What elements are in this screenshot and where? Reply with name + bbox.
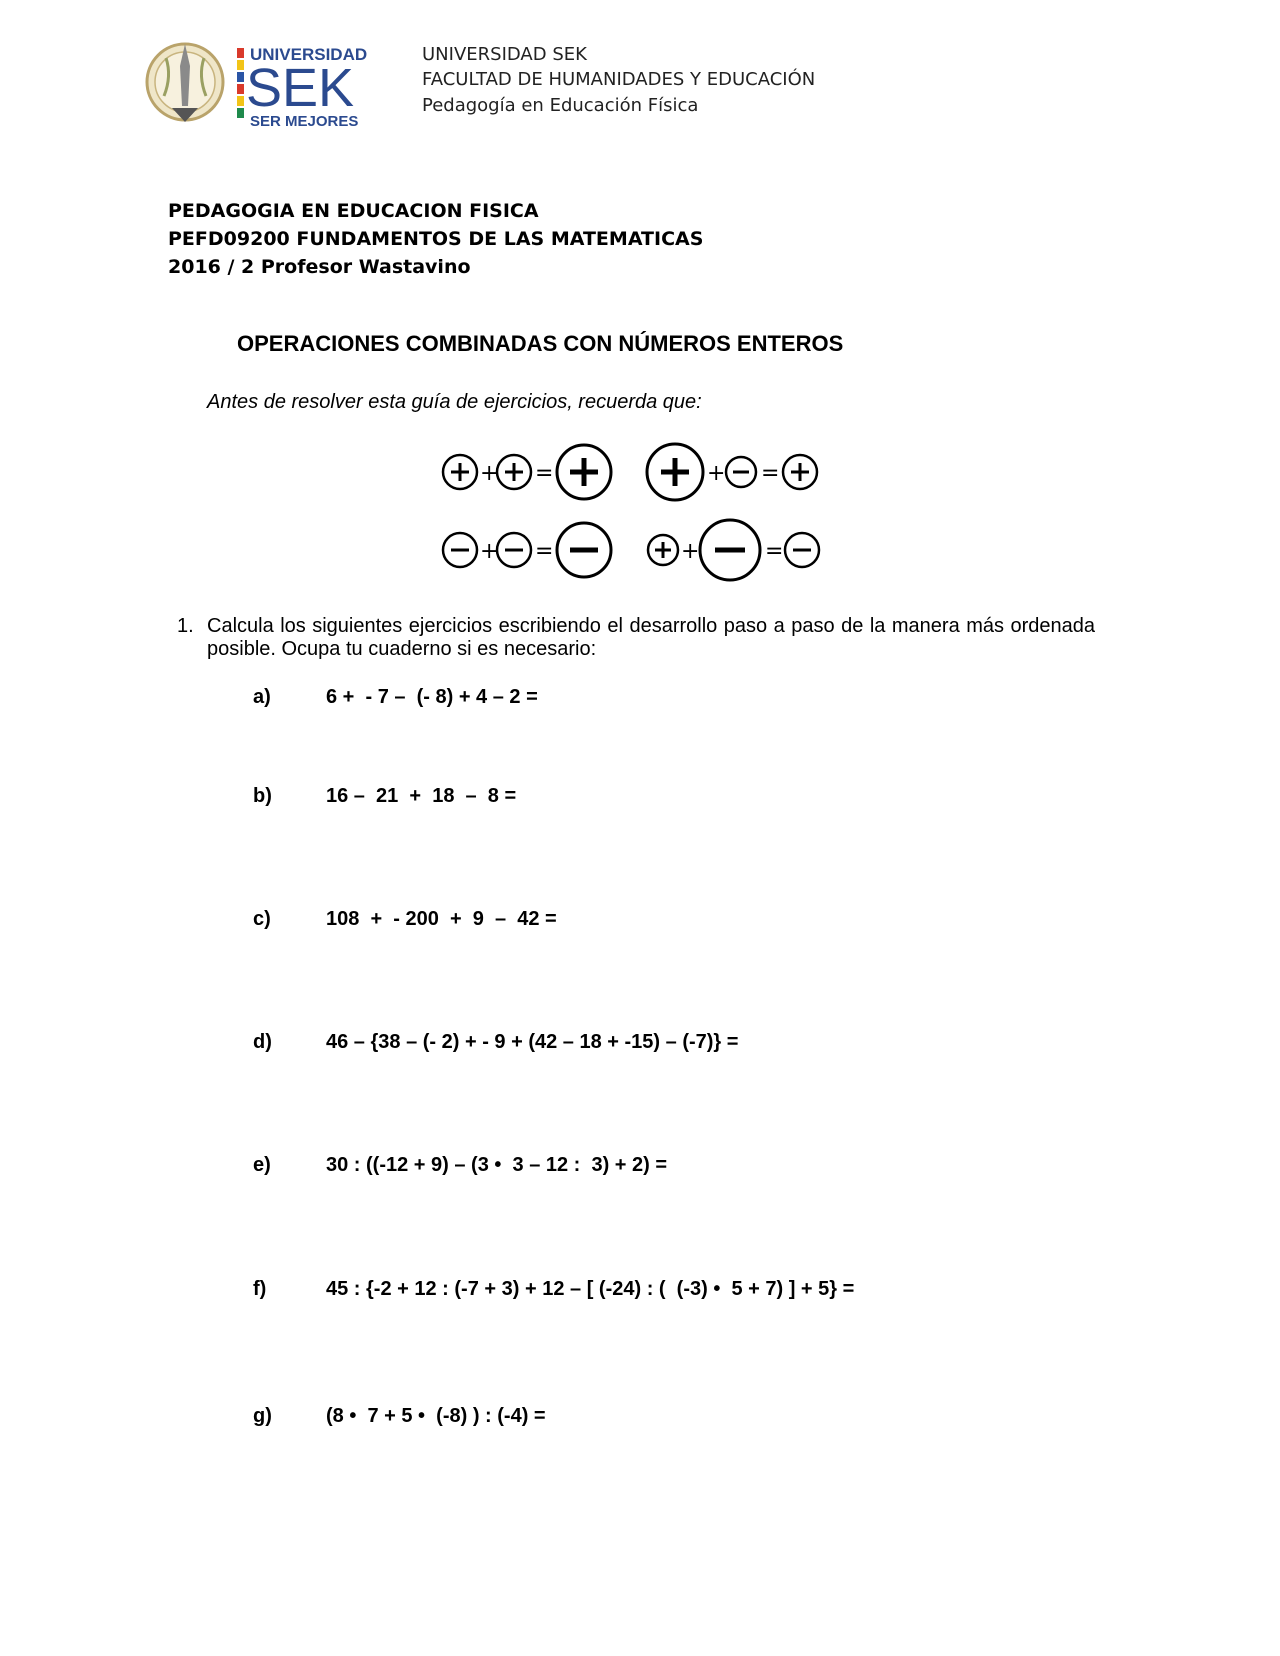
sign-rule-4 (648, 520, 819, 580)
plus-operator: + (707, 461, 726, 486)
plus-operator: + (681, 539, 700, 564)
exercise-expression: 46 – {38 – (- 2) + - 9 + (42 – 18 + -15) – (-7)} = (326, 1031, 739, 1053)
logo-brand-bottom: SER MEJORES (250, 113, 359, 130)
logo-brand-top: UNIVERSIDAD (250, 45, 368, 64)
instruction-text: Calcula los siguientes ejercicios escribiendo el desarrollo paso a paso de la manera más ordenada posible. Ocupa tu cuaderno si es necesario: (207, 615, 1095, 660)
exercise-expression: 16 – 21 + 18 – 8 = (326, 785, 517, 807)
header-university: UNIVERSIDAD SEK (422, 44, 587, 65)
exercise-expression: 45 : {-2 + 12 : (-7 + 3) + 12 – [ (-24) : ( (-3) • 5 + 7) ] + 5} = (326, 1278, 855, 1300)
exercise-label: c) (253, 908, 271, 930)
equals-operator: = (535, 461, 554, 486)
equals-operator: = (761, 461, 780, 486)
exercise-expression: 108 + - 200 + 9 – 42 = (326, 908, 557, 930)
crest-icon (147, 44, 223, 122)
exercise-expression: 6 + - 7 – (- 8) + 4 – 2 = (326, 686, 538, 708)
exercise-label: b) (253, 785, 272, 807)
university-logo (142, 36, 400, 132)
sign-rule-1 (443, 445, 611, 499)
equals-operator: = (765, 539, 784, 564)
logo-brand-main: SEK (246, 58, 355, 118)
exercise-label: a) (253, 686, 271, 708)
exercise-label: e) (253, 1154, 271, 1176)
exercise-label: f) (253, 1278, 267, 1300)
exercise-expression: 30 : ((-12 + 9) – (3 • 3 – 12 : 3) + 2) = (326, 1154, 668, 1176)
equals-operator: = (535, 539, 554, 564)
plus-operator: + (480, 461, 499, 486)
sign-rule-2 (647, 444, 817, 500)
sign-rules-figure (440, 432, 860, 588)
flag-stripe-icon (237, 48, 244, 118)
header-program: Pedagogía en Educación Física (422, 95, 699, 116)
plus-operator: + (480, 539, 499, 564)
course-term-professor: 2016 / 2 Profesor Wastavino (168, 256, 471, 278)
page-title: OPERACIONES COMBINADAS CON NÚMEROS ENTEROS (237, 331, 844, 356)
exercise-label: d) (253, 1031, 272, 1053)
header-faculty: FACULTAD DE HUMANIDADES Y EDUCACIÓN (422, 69, 816, 90)
course-program: PEDAGOGIA EN EDUCACION FISICA (168, 200, 539, 222)
sign-rule-3 (443, 523, 611, 577)
exercise-expression: (8 • 7 + 5 • (-8) ) : (-4) = (326, 1405, 546, 1427)
instruction-number: 1. (177, 615, 194, 637)
intro-text: Antes de resolver esta guía de ejercicios, recuerda que: (207, 391, 702, 413)
course-subject: PEFD09200 FUNDAMENTOS DE LAS MATEMATICAS (168, 228, 704, 250)
exercise-label: g) (253, 1405, 272, 1427)
